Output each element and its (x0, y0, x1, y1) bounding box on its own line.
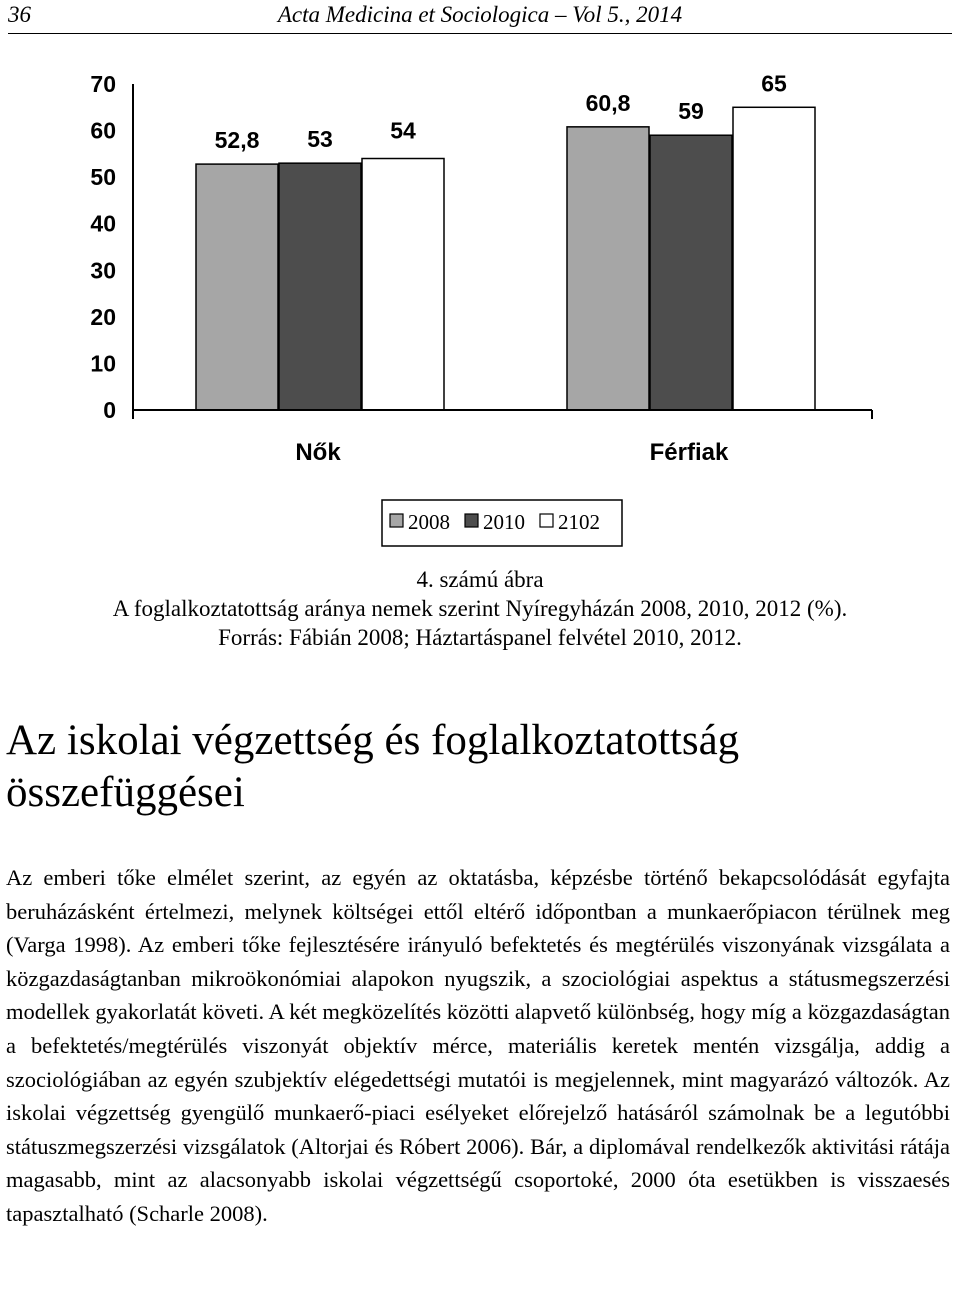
legend-label-2102: 2102 (558, 510, 600, 534)
bar-2010-ferfiak (650, 135, 732, 410)
y-tick-label: 30 (90, 257, 116, 284)
header-rule (8, 33, 952, 34)
figure-source: Forrás: Fábián 2008; Háztartáspanel felvétel 2010, 2012. (218, 625, 742, 650)
y-tick-label: 60 (90, 117, 116, 144)
data-label: 52,8 (214, 127, 260, 154)
y-tick-label: 20 (90, 303, 116, 330)
y-tick-label: 50 (90, 164, 116, 191)
data-label: 54 (390, 117, 416, 144)
bar-2102-ferfiak (733, 107, 815, 410)
bar-2102-nok (362, 159, 444, 410)
y-tick-label: 0 (103, 397, 116, 423)
legend-swatch-2010 (465, 514, 478, 527)
category-label: Férfiak (649, 439, 729, 466)
body-paragraph: Az emberi tőke elmélet szerint, az egyén az oktatásba, képzésbe történő bekapcsolódását egyfajta beruházásként értelmezi, melynek költségei ettől eltérő időpontban a munkaerőpiacon térülnek meg (Varga 1998). Az emberi tőke fejlesztésére irányuló befektetés és megtérülés viszonyának vizsgálata a közgazdaságtanban mikroökonómiai alapokon nyugszik, a szociológiai aspektus a státusmegszerzési modellek gyakorlatát követi. A két megközelítés közötti alapvető különbség, hogy míg a közgazdaságtan a befektetés/megtérülés viszonyát objektív mérce, materiális keretek mentén vizsgálja, addig a szociológiában az egyén szubjektív elégedettségi mutatói is megjelennek, mint magyarázó változók. Az iskolai végzettség gyengülő munkaerő-piaci esélyeket előrejelző hatásáról számolnak be a legutóbbi státuszmegszerzési vizsgálatok (Altorjai és Róbert 2006). Bár, a diplomával rendelkezők aktivitási rátája magasabb, mint az alacsonyabb iskolai végzettségű csoportoké, 2000 óta esetükben is visszaesés tapasztalható (Scharle 2008). (6, 865, 950, 1226)
journal-title: Acta Medicina et Sociologica – Vol 5., 2014 (277, 2, 683, 27)
figure-caption (0, 565, 960, 652)
legend-label-2010: 2010 (483, 510, 525, 534)
legend-swatch-2008 (390, 514, 403, 527)
legend-label-2008: 2008 (408, 510, 450, 534)
legend-swatch-2102 (540, 514, 553, 527)
data-label: 59 (678, 98, 704, 125)
y-tick-label: 40 (90, 210, 116, 237)
category-label: Nők (295, 439, 341, 466)
running-head (8, 0, 952, 30)
figure-title: A foglalkoztatottság aránya nemek szerint Nyíregyházán 2008, 2010, 2012 (%). (112, 596, 848, 621)
page-number: 36 (8, 2, 31, 27)
bar-2008-ferfiak (567, 127, 649, 410)
employment-bar-chart (0, 50, 960, 550)
data-label: 65 (761, 70, 787, 97)
bar-2010-nok (279, 163, 361, 410)
figure-number: 4. számú ábra (416, 567, 544, 592)
bar-2008-nok (196, 164, 278, 410)
y-tick-label: 10 (90, 350, 116, 377)
data-label: 60,8 (585, 89, 631, 116)
data-label: 53 (307, 126, 333, 153)
y-tick-label: 70 (90, 71, 116, 97)
section-heading: Az iskolai végzettség és foglalkoztatottság összefüggései (6, 717, 740, 816)
